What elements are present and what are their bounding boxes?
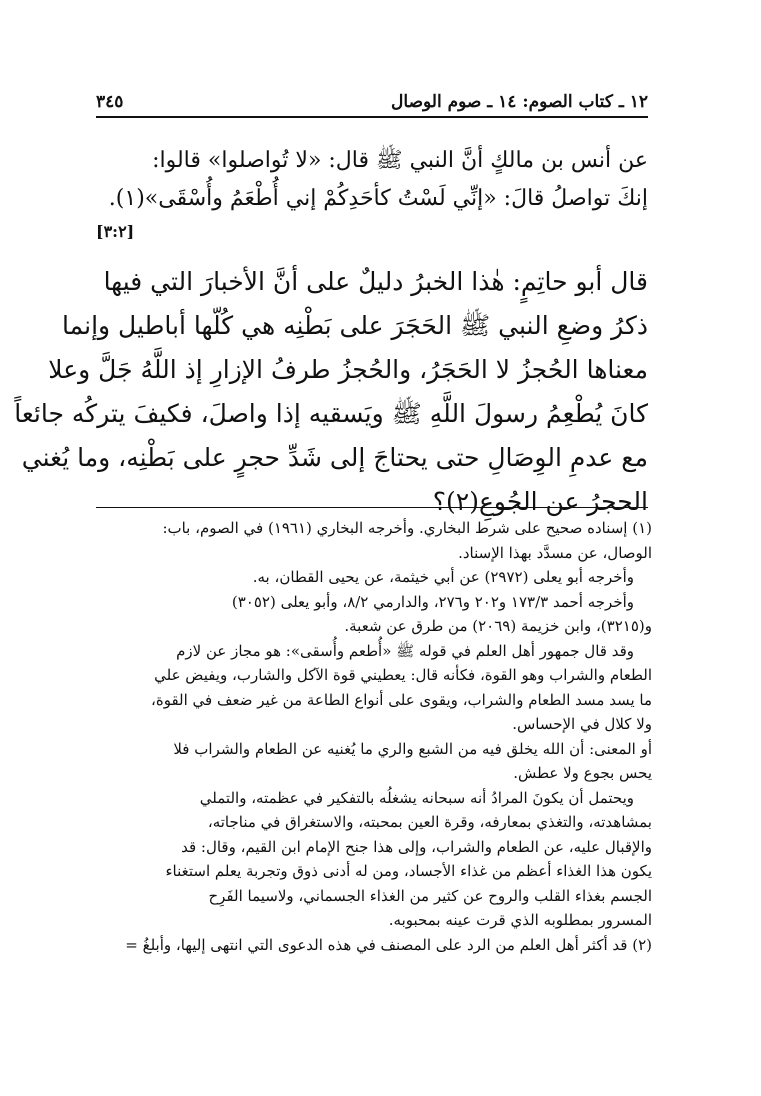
chapter-title: ١٢ ـ كتاب الصوم: ١٤ ـ صوم الوصال [391,92,648,112]
footnotes [96,516,652,957]
footnote-line: وأخرجه أبو يعلى (٢٩٧٢) عن أبي خيثمة، عن يحيى القطان، به. [252,568,634,586]
hadith-text [96,142,648,218]
footnote-line: الوصال، عن مسدَّد بهذا الإسناد. [458,543,652,562]
page-number: ٣٤٥ [96,92,124,112]
commentary-text [14,260,648,524]
footnote-line: المسرور بمطلوبه الذي قرت عينه بمحبوبه. [388,911,652,929]
commentary-line: ذكرُ وضعِ النبي ﷺ الحَجَرَ على بَطْنِه هي كُلّها أباطيل وإنما [62,311,648,340]
footnote-line: بمشاهدته، والتغذي بمعارفه، وقرة العين بمحبته، والاستغراق في مناجاته، [207,813,652,831]
footnote-line: والإقبال عليه، عن الطعام والشراب، وإلى هذا جنح الإمام ابن القيم، وقال: قد [181,837,652,856]
footnote-line: (١) إسناده صحيح على شرط البخاري. وأخرجه البخاري (١٩٦١) في الصوم، باب: [162,519,652,537]
running-header [96,90,648,118]
hadith-reference: [٣:٢] [96,222,135,241]
commentary-line: معناها الحُجزُ لا الحَجَرُ، والحُجزُ طرفُ الإزارِ إذ اللَّهُ جَلَّ وعلا [48,355,648,384]
footnote-line: (٢) قد أكثر أهل العلم من الرد على المصنف في هذه الدعوى التي انتهى إليها، وأبلغُ = [125,935,652,954]
footnote-line: الجسم بغذاء القلب والروح عن كثير من الغذاء الجسماني، ولاسيما الفَرِح [208,886,652,905]
footnote-line: و(٣٢١٥)، وابن خزيمة (٢٠٦٩) من طرق عن شعبة. [344,617,652,635]
commentary-line: كانَ يُطْعِمُ رسولَ اللَّهِ ﷺ ويَسقيه إذا واصلَ، فكيفَ يتركُه جائعاً [14,399,648,428]
footnote-line: يكون هذا الغذاء أعظم من غذاء الأجساد، ومن له أدنى ذوق وتجربة يعلم استغناء [165,862,652,880]
footnote-line: وأخرجه أحمد ١٧٣/٣ و٢٠٢ و٢٧٦، والدارمي ٨/٢، وأبو يعلى (٣٠٥٢) [231,592,634,611]
footnote-line: أو المعنى: أن الله يخلق فيه من الشبع والري ما يُغنيه عن الطعام والشراب فلا [173,739,652,758]
footnote-line: يحس بجوع ولا عطش. [513,764,652,782]
hadith-line: إنكَ تواصلُ قالَ: «إنِّي لَسْتُ كأحَدِكُمْ إني أُطْعَمُ وأُسْقَى»(١). [108,186,648,211]
footnote-line: ويحتمل أن يكونَ المرادُ أنه سبحانه يشغلُه بالتفكير في عظمته، والتملي [199,788,634,807]
footnote-divider [96,507,648,508]
footnote-line: ولا كلال في الإحساس. [512,715,652,733]
footnote-line: ما يسد مسد الطعام والشراب، ويقوى على أنواع الطاعة من غير ضعف في القوة، [151,690,652,709]
footnote-line: وقد قال جمهور أهل العلم في قوله ﷺ «أُطعم وأُسقى»: هو مجاز عن لازم [176,641,634,660]
footnote-line: الطعام والشراب وهو القوة، فكأنه قال: يعطيني قوة الآكل والشارب، ويفيض علي [154,666,652,684]
commentary-line: مع عدمِ الوِصَالِ حتى يحتاجَ إلى شَدِّ حجرٍ على بَطْنِه، وما يُغني [21,443,648,472]
hadith-line: عن أنس بن مالكٍ أنَّ النبي ﷺ قال: «لا تُواصلوا» قالوا: [152,148,648,173]
commentary-line: الحجرُ عن الجُوعِ(٢)؟ [432,487,648,516]
commentary-line: قال أبو حاتِمٍ: هٰذا الخبرُ دليلٌ على أنَّ الأخبارَ التي فيها [103,267,648,296]
